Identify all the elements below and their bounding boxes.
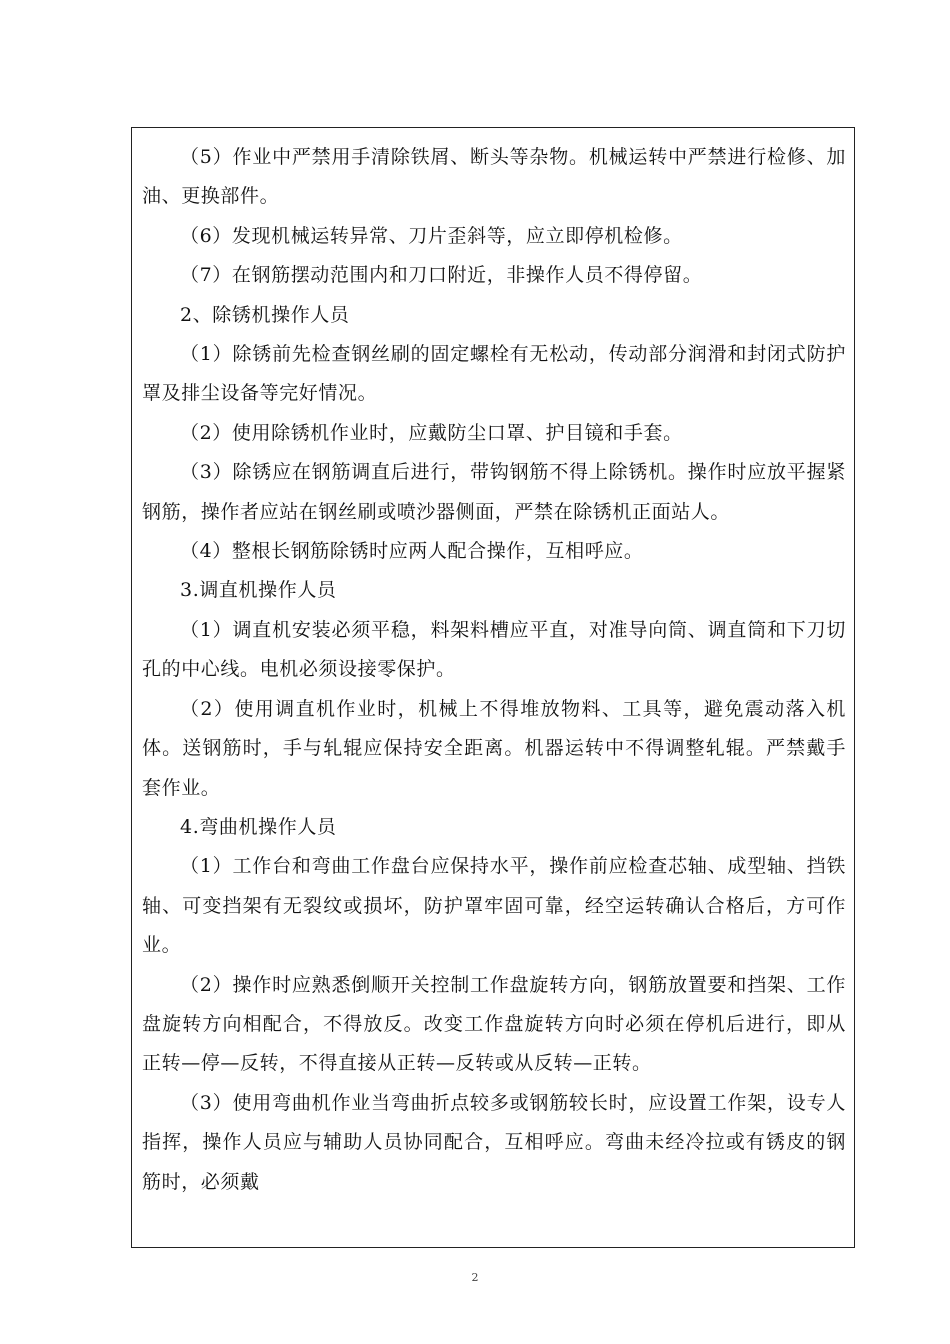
paragraph: （1）工作台和弯曲工作盘台应保持水平，操作前应检查芯轴、成型轴、挡铁轴、可变挡架有无裂纹或损坏，防护罩牢固可靠，经空运转确认合格后，方可作业。: [142, 855, 846, 957]
paragraph: （1）调直机安装必须平稳，料架料槽应平直，对准导向筒、调直筒和下刀切孔的中心线。电机必须设接零保护。: [142, 618, 846, 681]
paragraph: （4）整根长钢筋除锈时应两人配合操作，互相呼应。: [180, 540, 644, 563]
section-heading: 2、除锈机操作人员: [180, 303, 350, 326]
page-number: 2: [471, 1271, 479, 1284]
document-frame: [131, 127, 855, 1248]
section-heading: 3.调直机操作人员: [180, 579, 337, 602]
document-body: [142, 138, 846, 1202]
paragraph: （7）在钢筋摆动范围内和刀口附近，非操作人员不得停留。: [180, 264, 703, 287]
paragraph: （2）使用除锈机作业时，应戴防尘口罩、护目镜和手套。: [180, 421, 683, 444]
section-heading: 4.弯曲机操作人员: [180, 815, 337, 838]
paragraph: （2）操作时应熟悉倒顺开关控制工作盘旋转方向，钢筋放置要和挡架、工作盘旋转方向相配合，不得放反。改变工作盘旋转方向时必须在停机后进行，即从正转—停—反转，不得直接从正转—反转或从反转—正转。: [142, 973, 846, 1075]
paragraph: （1）除锈前先检查钢丝刷的固定螺栓有无松动，传动部分润滑和封闭式防护罩及排尘设备等完好情况。: [142, 343, 846, 405]
paragraph: （6）发现机械运转异常、刀片歪斜等，应立即停机检修。: [180, 224, 683, 247]
paragraph: （2）使用调直机作业时，机械上不得堆放物料、工具等，避免震动落入机体。送钢筋时，手与轧辊应保持安全距离。机器运转中不得调整轧辊。严禁戴手套作业。: [142, 697, 846, 799]
paragraph: （3）除锈应在钢筋调直后进行，带钩钢筋不得上除锈机。操作时应放平握紧钢筋，操作者应站在钢丝刷或喷沙器侧面，严禁在除锈机正面站人。: [142, 461, 846, 523]
paragraph: （3）使用弯曲机作业当弯曲折点较多或钢筋较长时，应设置工作架，设专人指挥，操作人员应与辅助人员协同配合，互相呼应。弯曲未经冷拉或有锈皮的钢筋时，必须戴: [142, 1091, 846, 1193]
paragraph: （5）作业中严禁用手清除铁屑、断头等杂物。机械运转中严禁进行检修、加油、更换部件。: [142, 146, 846, 208]
